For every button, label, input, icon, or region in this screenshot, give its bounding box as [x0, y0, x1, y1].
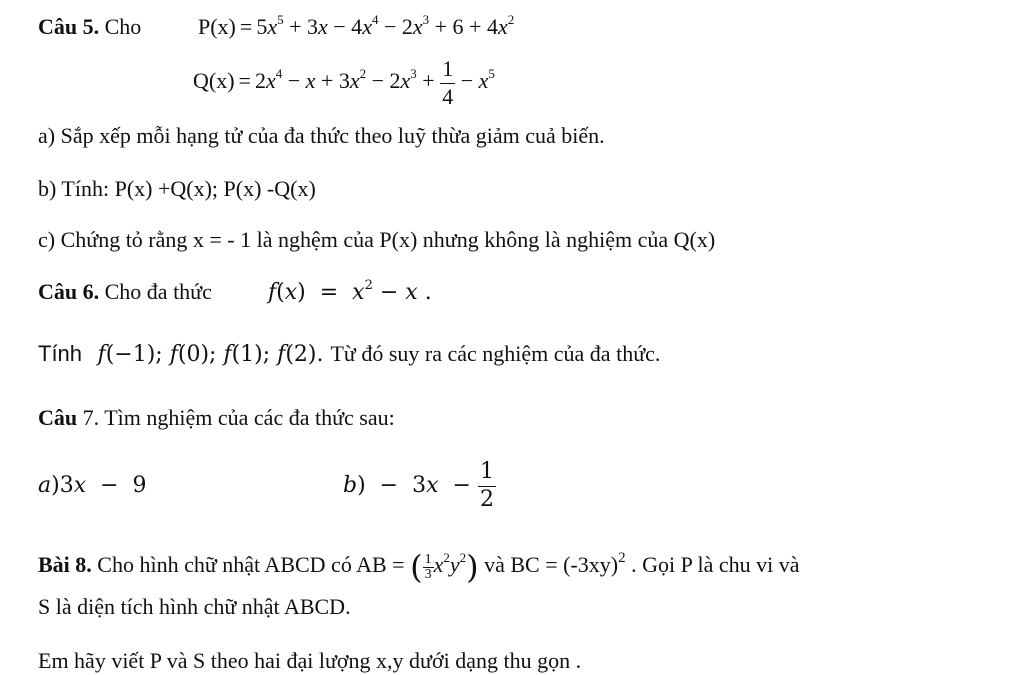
question-7-part-a: a)3x − 9: [38, 473, 147, 498]
question-6-task: [38, 343, 660, 366]
question-7-intro: Tìm nghiệm của các đa thức sau:: [99, 405, 395, 430]
problem-8-line-2: S là diện tích hình chữ nhật ABCD.: [38, 594, 351, 619]
ab-expression: ( $\frac{1}{3}$ $x^2y^2$): [410, 548, 479, 586]
question-5-part-b: b) Tính: P(x) +Q(x); P(x) -Q(x): [38, 176, 316, 201]
problem-8-line-3: Em hãy viết P và S theo hai đại lượng x,y dưới dạng thu gọn .: [38, 648, 582, 673]
question-5-part-c: c) Chứng tỏ rằng x = - 1 là nghệm của P(x) nhưng không là nghiệm của Q(x): [38, 227, 716, 252]
question-7-label: Câu: [38, 405, 78, 430]
question-6-label: Câu 6.: [38, 279, 100, 304]
polynomial-q: $Q(x) = 2x^4 - x + 3x^2 - 2x^3$ + $\frac{1}{4}$ − $x^5$: [193, 56, 495, 109]
fraction-one-third: $\frac{1}{3}$: [424, 551, 432, 582]
question-5-label: Câu 5.: [38, 14, 100, 39]
question-7-part-b: b) − 3x − $\frac{1}{2}$: [343, 459, 494, 512]
problem-8-line-1-pre: Cho hình chữ nhật ABCD có AB =: [91, 552, 411, 578]
question-5-heading: [38, 16, 141, 38]
problem-8-line-1-mid: và BC = (-3xy): [484, 552, 619, 578]
question-6-tinh-label: Tính: [38, 341, 83, 366]
function-f-definition: $f(x) = x^2 - x$ .: [268, 278, 432, 305]
polynomial-p: $P(x) = 5x^5 + 3x - 4x^4 - 2x^3 + 6 + 4x^2$: [198, 12, 515, 39]
fraction-one-fourth: $\frac{1}{4}$: [442, 56, 454, 109]
question-5-intro: Cho: [99, 14, 142, 39]
fraction-one-half: $\frac{1}{2}$: [479, 459, 494, 512]
problem-8-line-1: Bài 8. Cho hình chữ nhật ABCD có AB = ( $\frac{1}{3}$ $x^2y^2$) và BC = $(-3xy)^2$ . Gọi P là chu vi và: [38, 548, 800, 586]
question-5-part-a: a) Sắp xếp mỗi hạng tử của đa thức theo luỹ thừa giảm cuả biến.: [38, 123, 605, 148]
question-6-intro: Cho đa thức: [99, 279, 212, 304]
question-6-task-rest: Từ đó suy ra các nghiệm của đa thức.: [330, 341, 661, 366]
question-7-heading: [38, 407, 395, 429]
question-6-heading: [38, 281, 212, 303]
question-7-number: 7.: [77, 405, 100, 430]
problem-8-label: Bài 8.: [38, 552, 92, 578]
problem-8-line-1-post: . Gọi P là chu vi và: [625, 552, 800, 578]
question-6-expressions: f(−1); f(0); f(1); f(2).: [97, 342, 331, 367]
